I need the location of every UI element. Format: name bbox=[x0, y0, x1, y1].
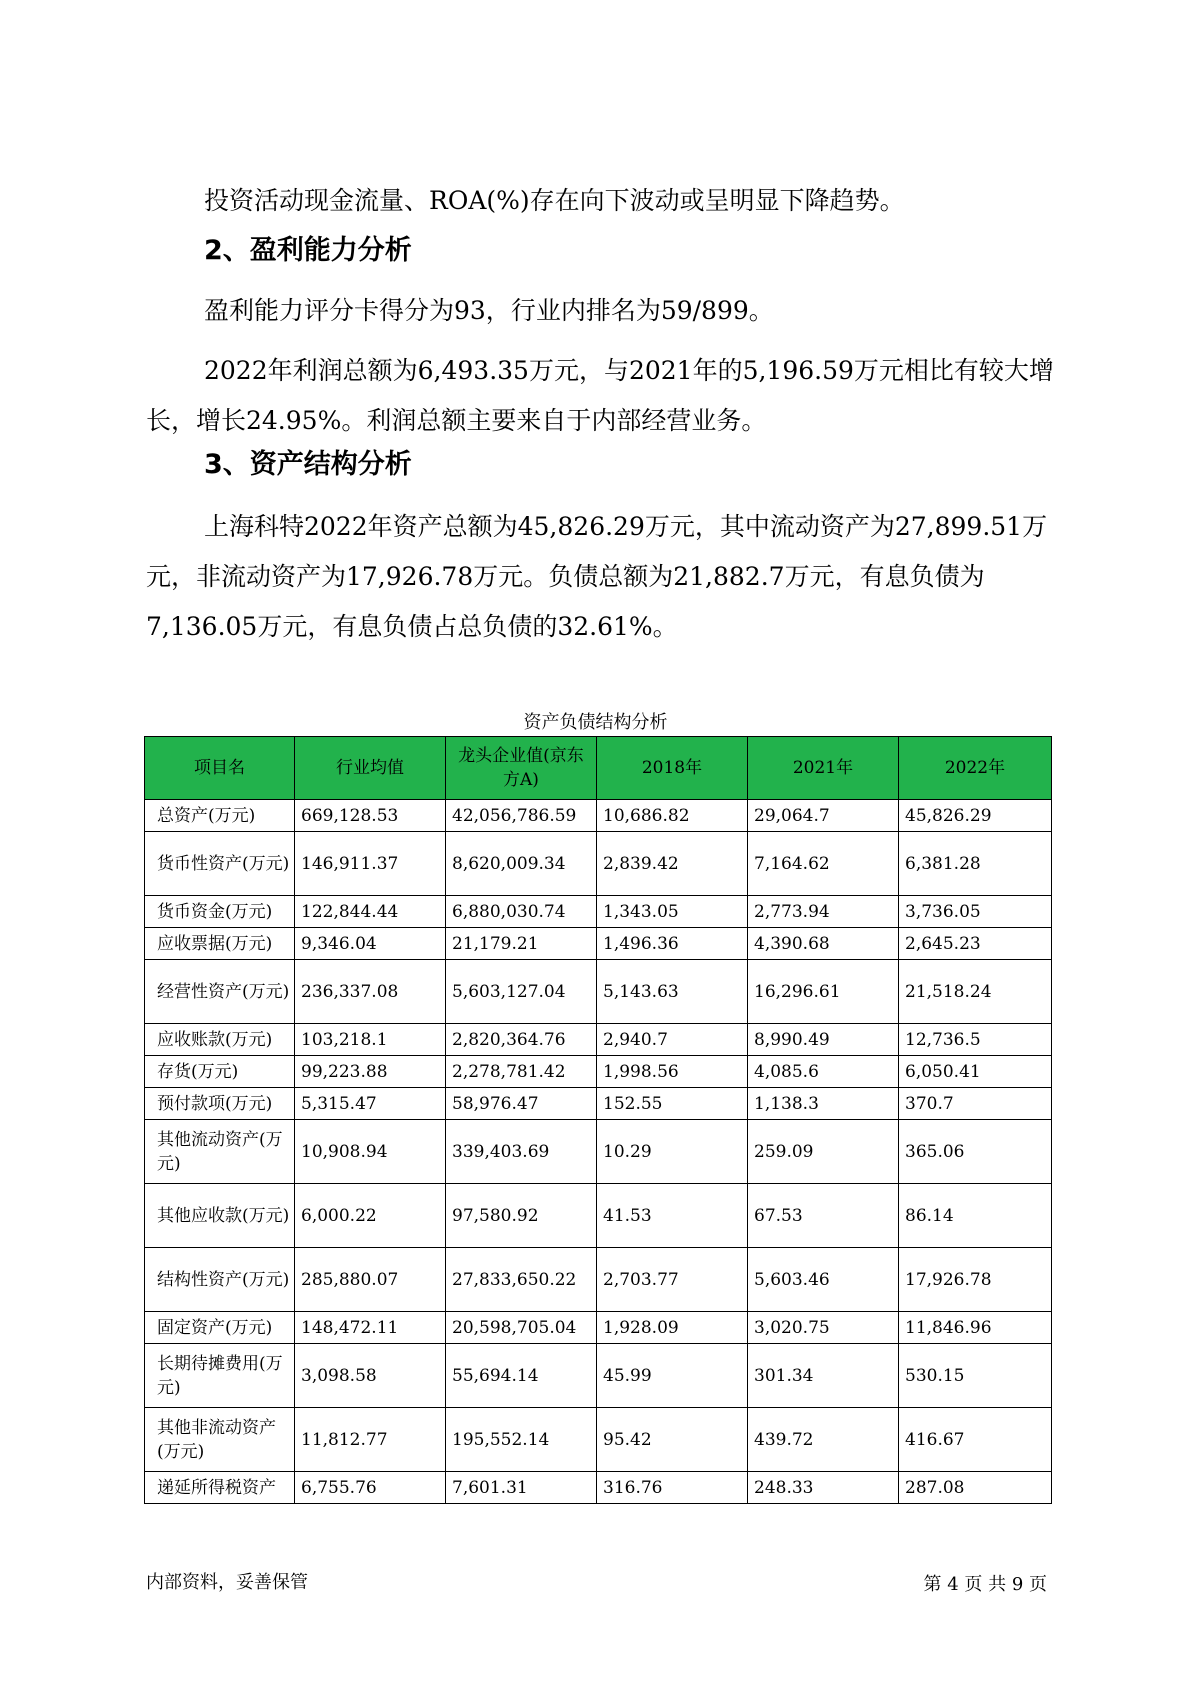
table-row bbox=[145, 1312, 1052, 1344]
table-cell: 10,686.82 bbox=[597, 800, 748, 832]
table-cell: 146,911.37 bbox=[295, 832, 446, 896]
row-label: 存货(万元) bbox=[145, 1056, 295, 1088]
table-cell: 58,976.47 bbox=[446, 1088, 597, 1120]
table-cell: 10.29 bbox=[597, 1120, 748, 1184]
column-header: 项目名 bbox=[145, 737, 295, 800]
table-row bbox=[145, 1408, 1052, 1472]
table-cell: 2,940.7 bbox=[597, 1024, 748, 1056]
table-header-row bbox=[145, 737, 1052, 800]
table-row bbox=[145, 1120, 1052, 1184]
table-cell: 97,580.92 bbox=[446, 1184, 597, 1248]
table-row bbox=[145, 1472, 1052, 1504]
section-heading-profitability: 2、盈利能力分析 bbox=[204, 235, 412, 266]
row-label: 结构性资产(万元) bbox=[145, 1248, 295, 1312]
table-cell: 27,833,650.22 bbox=[446, 1248, 597, 1312]
row-label: 长期待摊费用(万元) bbox=[145, 1344, 295, 1408]
table-cell: 4,390.68 bbox=[748, 928, 899, 960]
table-cell: 3,020.75 bbox=[748, 1312, 899, 1344]
table-row bbox=[145, 1344, 1052, 1408]
paragraph-profit-score: 盈利能力评分卡得分为93，行业内排名为59/899。 bbox=[204, 296, 774, 325]
table-cell: 248.33 bbox=[748, 1472, 899, 1504]
table-cell: 259.09 bbox=[748, 1120, 899, 1184]
table-row bbox=[145, 960, 1052, 1024]
paragraph-profit-total: 2022年利润总额为6,493.35万元，与2021年的5,196.59万元相比有较大增长，增长24.95%。利润总额主要来自于内部经营业务。 bbox=[146, 356, 1054, 435]
table-cell: 6,755.76 bbox=[295, 1472, 446, 1504]
table-cell: 1,496.36 bbox=[597, 928, 748, 960]
row-label: 货币性资产(万元) bbox=[145, 832, 295, 896]
table-row bbox=[145, 1024, 1052, 1056]
table-cell: 16,296.61 bbox=[748, 960, 899, 1024]
table-cell: 669,128.53 bbox=[295, 800, 446, 832]
table-cell: 17,926.78 bbox=[899, 1248, 1052, 1312]
table-cell: 9,346.04 bbox=[295, 928, 446, 960]
table-cell: 67.53 bbox=[748, 1184, 899, 1248]
paragraph-asset-summary: 上海科特2022年资产总额为45,826.29万元，其中流动资产为27,899.51万元，非流动资产为17,926.78万元。负债总额为21,882.7万元，有息负债为7,136.05万元，有息负债占总负债的32.61%。 bbox=[146, 512, 1048, 641]
table-cell: 21,518.24 bbox=[899, 960, 1052, 1024]
table-cell: 5,315.47 bbox=[295, 1088, 446, 1120]
table-cell: 439.72 bbox=[748, 1408, 899, 1472]
table-cell: 4,085.6 bbox=[748, 1056, 899, 1088]
table-cell: 2,839.42 bbox=[597, 832, 748, 896]
table-cell: 148,472.11 bbox=[295, 1312, 446, 1344]
table-cell: 1,343.05 bbox=[597, 896, 748, 928]
table-cell: 370.7 bbox=[899, 1088, 1052, 1120]
table-cell: 3,736.05 bbox=[899, 896, 1052, 928]
row-label: 固定资产(万元) bbox=[145, 1312, 295, 1344]
row-label: 其他应收款(万元) bbox=[145, 1184, 295, 1248]
column-header: 行业均值 bbox=[295, 737, 446, 800]
row-label: 经营性资产(万元) bbox=[145, 960, 295, 1024]
footer-confidential-note: 内部资料，妥善保管 bbox=[146, 1572, 308, 1593]
table-cell: 21,179.21 bbox=[446, 928, 597, 960]
column-header: 2021年 bbox=[748, 737, 899, 800]
table-cell: 11,812.77 bbox=[295, 1408, 446, 1472]
row-label: 其他非流动资产(万元) bbox=[145, 1408, 295, 1472]
table-cell: 3,098.58 bbox=[295, 1344, 446, 1408]
table-row bbox=[145, 1248, 1052, 1312]
table-cell: 195,552.14 bbox=[446, 1408, 597, 1472]
table-body bbox=[145, 800, 1052, 1504]
row-label: 递延所得税资产 bbox=[145, 1472, 295, 1504]
table-cell: 530.15 bbox=[899, 1344, 1052, 1408]
table-cell: 11,846.96 bbox=[899, 1312, 1052, 1344]
table-cell: 316.76 bbox=[597, 1472, 748, 1504]
table-cell: 55,694.14 bbox=[446, 1344, 597, 1408]
table-cell: 6,381.28 bbox=[899, 832, 1052, 896]
table-cell: 1,998.56 bbox=[597, 1056, 748, 1088]
table-row bbox=[145, 928, 1052, 960]
table-cell: 99,223.88 bbox=[295, 1056, 446, 1088]
table-cell: 20,598,705.04 bbox=[446, 1312, 597, 1344]
table-caption: 资产负债结构分析 bbox=[523, 712, 668, 733]
table-cell: 236,337.08 bbox=[295, 960, 446, 1024]
table-cell: 1,928.09 bbox=[597, 1312, 748, 1344]
column-header: 龙头企业值(京东方A) bbox=[446, 737, 597, 800]
table-cell: 152.55 bbox=[597, 1088, 748, 1120]
table-cell: 285,880.07 bbox=[295, 1248, 446, 1312]
table-cell: 6,050.41 bbox=[899, 1056, 1052, 1088]
table-cell: 1,138.3 bbox=[748, 1088, 899, 1120]
table-cell: 2,773.94 bbox=[748, 896, 899, 928]
table-cell: 339,403.69 bbox=[446, 1120, 597, 1184]
table-cell: 45,826.29 bbox=[899, 800, 1052, 832]
table-cell: 7,164.62 bbox=[748, 832, 899, 896]
footer-page-number: 第 4 页 共 9 页 bbox=[923, 1574, 1047, 1595]
table-cell: 6,880,030.74 bbox=[446, 896, 597, 928]
table-row bbox=[145, 1088, 1052, 1120]
row-label: 预付款项(万元) bbox=[145, 1088, 295, 1120]
table-cell: 5,603,127.04 bbox=[446, 960, 597, 1024]
table-cell: 416.67 bbox=[899, 1408, 1052, 1472]
table-cell: 6,000.22 bbox=[295, 1184, 446, 1248]
table-cell: 2,278,781.42 bbox=[446, 1056, 597, 1088]
row-label: 应收票据(万元) bbox=[145, 928, 295, 960]
table-cell: 2,703.77 bbox=[597, 1248, 748, 1312]
table-cell: 10,908.94 bbox=[295, 1120, 446, 1184]
column-header: 2022年 bbox=[899, 737, 1052, 800]
table-row bbox=[145, 800, 1052, 832]
table-row bbox=[145, 1056, 1052, 1088]
table-cell: 2,820,364.76 bbox=[446, 1024, 597, 1056]
paragraph-cashflow: 投资活动现金流量、ROA(%)存在向下波动或呈明显下降趋势。 bbox=[204, 186, 905, 215]
table-cell: 2,645.23 bbox=[899, 928, 1052, 960]
table-row bbox=[145, 832, 1052, 896]
table-cell: 86.14 bbox=[899, 1184, 1052, 1248]
table-row bbox=[145, 1184, 1052, 1248]
column-header: 2018年 bbox=[597, 737, 748, 800]
row-label: 货币资金(万元) bbox=[145, 896, 295, 928]
table-cell: 5,603.46 bbox=[748, 1248, 899, 1312]
table-cell: 122,844.44 bbox=[295, 896, 446, 928]
table-cell: 5,143.63 bbox=[597, 960, 748, 1024]
section-heading-asset-structure: 3、资产结构分析 bbox=[204, 449, 412, 480]
table-cell: 12,736.5 bbox=[899, 1024, 1052, 1056]
table-cell: 8,620,009.34 bbox=[446, 832, 597, 896]
table-cell: 8,990.49 bbox=[748, 1024, 899, 1056]
table-cell: 29,064.7 bbox=[748, 800, 899, 832]
table-cell: 365.06 bbox=[899, 1120, 1052, 1184]
table-cell: 95.42 bbox=[597, 1408, 748, 1472]
table-cell: 287.08 bbox=[899, 1472, 1052, 1504]
table-cell: 7,601.31 bbox=[446, 1472, 597, 1504]
table-cell: 301.34 bbox=[748, 1344, 899, 1408]
table-cell: 41.53 bbox=[597, 1184, 748, 1248]
table-row bbox=[145, 896, 1052, 928]
row-label: 总资产(万元) bbox=[145, 800, 295, 832]
table-cell: 45.99 bbox=[597, 1344, 748, 1408]
balance-sheet-table bbox=[144, 736, 1052, 1504]
row-label: 应收账款(万元) bbox=[145, 1024, 295, 1056]
row-label: 其他流动资产(万元) bbox=[145, 1120, 295, 1184]
table-cell: 42,056,786.59 bbox=[446, 800, 597, 832]
table-cell: 103,218.1 bbox=[295, 1024, 446, 1056]
